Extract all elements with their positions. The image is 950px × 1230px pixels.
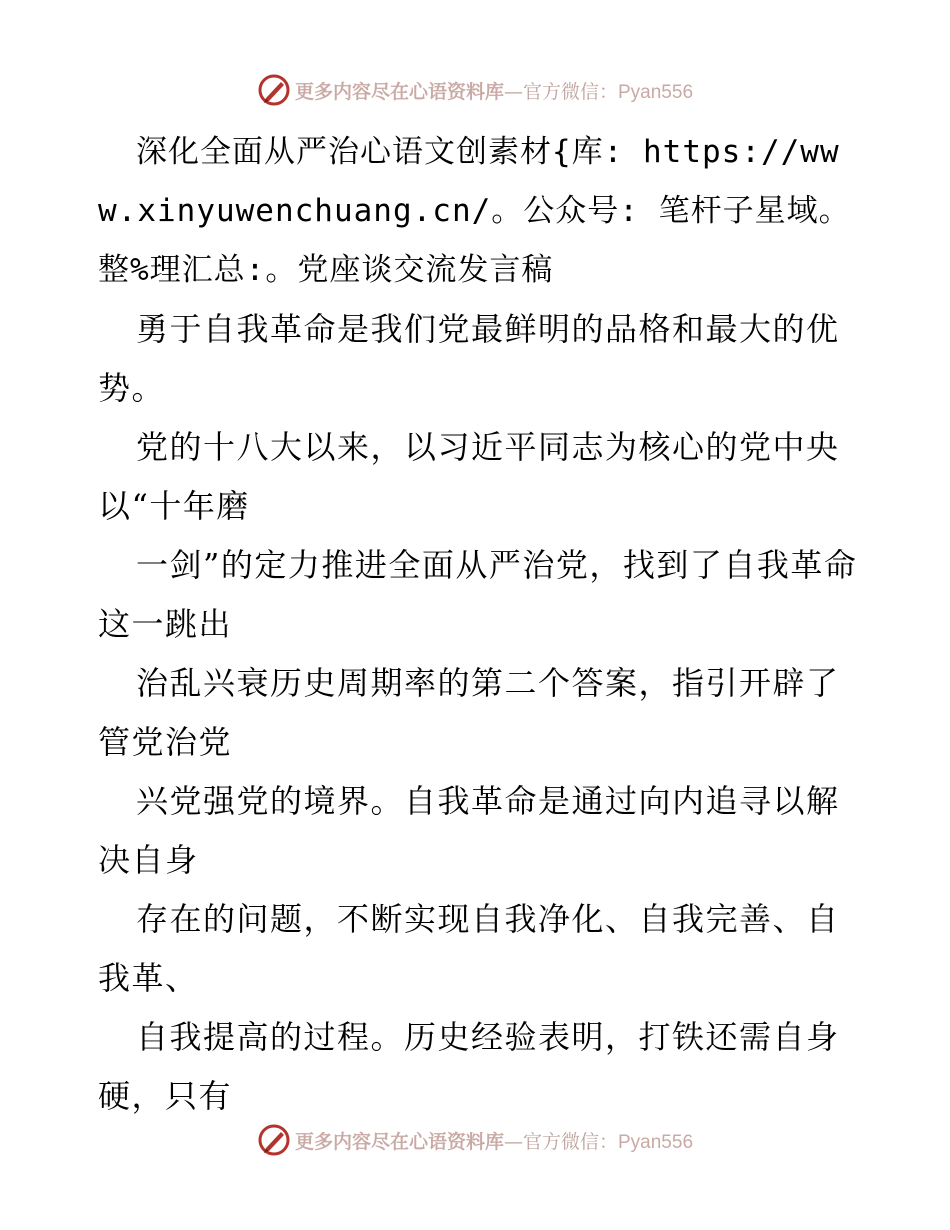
banner-text [295, 1127, 693, 1154]
banner-wechat-label: 官方微信： [522, 1130, 618, 1153]
paragraph: 存在的问题，不断实现自我净化、自我完善、自我革、 [98, 900, 840, 997]
document-body [98, 123, 858, 1126]
banner-separator: — [503, 80, 523, 103]
banner-text [295, 77, 693, 104]
banner-main-text: 更多内容尽在心语资料库 [294, 1130, 504, 1153]
paragraph: 治乱兴衰历史周期率的第二个答案，指引开辟了管党治党 [98, 664, 840, 761]
paragraph: 深化全面从严治心语文创素材{库: https://www.xinyuwenchuang.cn/。公众号: 笔杆子星域。整%理汇总:。党座谈交流发言稿 [98, 134, 851, 288]
paragraph: 自我提高的过程。历史经验表明，打铁还需自身硬，只有 [98, 1018, 840, 1115]
footer-banner [0, 1122, 950, 1158]
banner-main-text: 更多内容尽在心语资料库 [294, 80, 504, 103]
banner-wechat-id: Pyan556 [618, 1131, 694, 1153]
paragraph: 一剑”的定力推进全面从严治党，找到了自我革命这一跳出 [98, 546, 858, 643]
paragraph: 兴党强党的境界。自我革命是通过向内追寻以解决自身 [98, 782, 840, 879]
header-banner [0, 72, 950, 108]
pen-logo-icon [257, 73, 291, 107]
pen-logo-icon [257, 1123, 291, 1157]
banner-separator: — [503, 1130, 523, 1153]
banner-wechat-id: Pyan556 [618, 81, 694, 103]
banner-wechat-label: 官方微信： [522, 80, 618, 103]
paragraph: 党的十八大以来，以习近平同志为核心的党中央以“十年磨 [98, 428, 840, 525]
paragraph: 勇于自我革命是我们党最鲜明的品格和最大的优势。 [98, 310, 840, 407]
